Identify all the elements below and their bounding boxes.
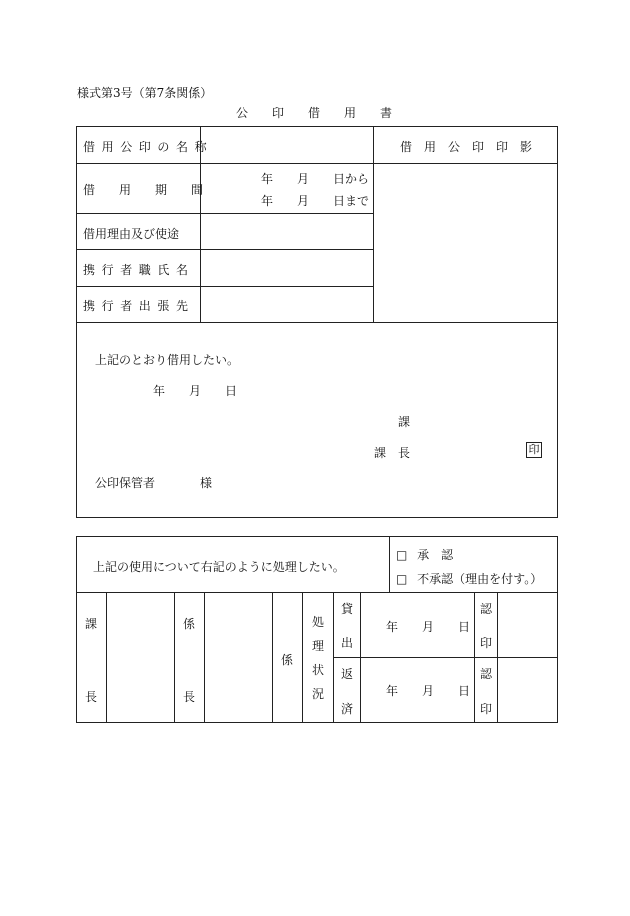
status-char: 処 bbox=[312, 615, 325, 629]
section-label: 課 bbox=[398, 415, 411, 429]
period-from: 年 月 日から bbox=[261, 172, 370, 186]
kakari-cho-label: 長 bbox=[183, 690, 196, 704]
return-char: 返 bbox=[341, 667, 354, 681]
request-statement: 上記のとおり借用したい。 bbox=[95, 353, 240, 367]
period-to: 年 月 日まで bbox=[261, 194, 370, 208]
reject-label: 不承認（理由を付す。） bbox=[417, 572, 543, 586]
return-confirm-seal-cell[interactable] bbox=[501, 661, 553, 719]
confirm-char: 印 bbox=[480, 636, 493, 650]
status-char: 理 bbox=[312, 639, 325, 653]
custodian-label: 公印保管者 bbox=[95, 476, 156, 490]
kakari2-label: 係 bbox=[281, 653, 294, 667]
approve-checkbox[interactable]: □ bbox=[396, 548, 408, 562]
status-char: 状 bbox=[312, 663, 325, 677]
ka-cho-seal-cell[interactable] bbox=[110, 598, 170, 718]
lend-confirm-seal-cell[interactable] bbox=[501, 596, 553, 654]
section-chief-label: 課 長 bbox=[374, 446, 411, 460]
form-number: 様式第3号（第7条関係） bbox=[77, 86, 213, 100]
lend-char: 貸 bbox=[341, 602, 354, 616]
return-char: 済 bbox=[341, 702, 354, 716]
destination-label: 携行者出張先 bbox=[83, 299, 195, 313]
reject-checkbox[interactable]: □ bbox=[396, 572, 408, 586]
carrier-label: 携行者職氏名 bbox=[83, 263, 195, 277]
seal-impression-area[interactable] bbox=[380, 168, 552, 318]
lend-date: 年 月 日 bbox=[386, 620, 471, 634]
confirm-char: 認 bbox=[480, 667, 493, 681]
confirm-char: 印 bbox=[480, 702, 493, 716]
seal-name-label: 借用公印の名称 bbox=[83, 140, 214, 154]
processing-statement: 上記の使用について右記のように処理したい。 bbox=[93, 560, 345, 574]
destination-field[interactable] bbox=[209, 291, 369, 317]
ka-label: 課 bbox=[85, 617, 98, 631]
reject-option[interactable] bbox=[396, 570, 542, 587]
confirm-char: 認 bbox=[480, 602, 493, 616]
lend-char: 出 bbox=[341, 636, 354, 650]
kakari-cho-seal-cell[interactable] bbox=[208, 598, 268, 718]
seal-name-field[interactable] bbox=[209, 132, 369, 158]
document-title: 公 印 借 用 書 bbox=[236, 106, 393, 120]
reason-field[interactable] bbox=[209, 218, 369, 244]
cho-label: 長 bbox=[85, 690, 98, 704]
status-char: 況 bbox=[312, 687, 325, 701]
approve-option[interactable] bbox=[396, 546, 453, 563]
request-date: 年 月 日 bbox=[153, 384, 238, 398]
return-date: 年 月 日 bbox=[386, 684, 471, 698]
period-label: 借 用 期 間 bbox=[83, 183, 204, 197]
reason-label: 借用理由及び使途 bbox=[83, 227, 180, 241]
carrier-field[interactable] bbox=[209, 254, 369, 280]
seal-impression-label: 借 用 公 印 印 影 bbox=[400, 140, 533, 154]
sama-label: 様 bbox=[200, 476, 213, 490]
approve-label: 承 認 bbox=[417, 548, 454, 562]
seal-mark: 印 bbox=[526, 442, 542, 458]
kakari-label: 係 bbox=[183, 617, 196, 631]
